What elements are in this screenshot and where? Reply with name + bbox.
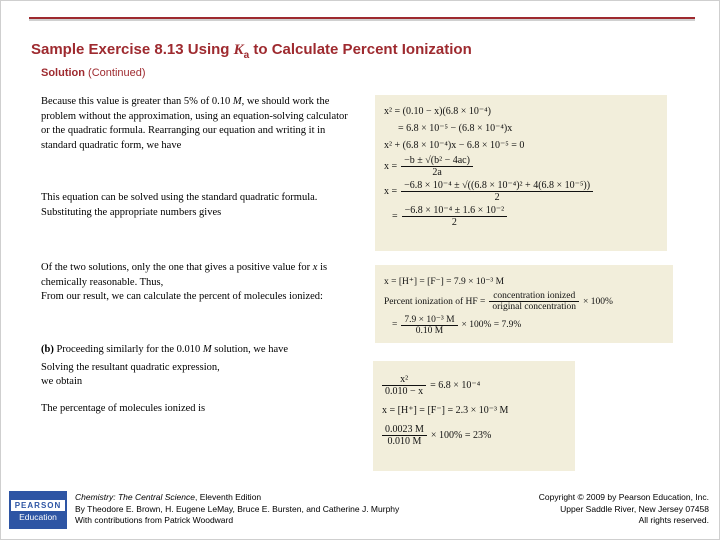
fraction-numerator: −6.8 × 10⁻⁴ ± 1.6 × 10⁻² [402, 205, 507, 217]
equation-line [384, 104, 658, 119]
book-credits [75, 492, 399, 527]
equation-box-part-b [373, 361, 575, 471]
fraction [401, 180, 593, 203]
equation-box-quadratic [375, 95, 667, 251]
equation-line [392, 314, 664, 336]
equation-lhs: x = [384, 186, 398, 197]
page-title [31, 41, 472, 61]
text-run: solution, we have [211, 344, 289, 355]
molarity-symbol: M [232, 96, 242, 107]
equation-line [384, 180, 658, 203]
equation-box-percent-ionization [375, 265, 673, 343]
text-line: Substituting the appropriate numbers gives [41, 206, 222, 218]
text-line: From our result, we can calculate the percent of molecules ionized: [41, 291, 323, 302]
fraction-numerator: 0.0023 M [382, 424, 427, 436]
text-run: Because this value is greater than 5% of 0.10 [41, 96, 233, 107]
pearson-logo-brand: PEARSON [11, 500, 65, 511]
title-text-lead: Sample Exercise 8.13 Using [31, 41, 234, 58]
equation-rhs: = 6.8 × 10⁻⁴ [430, 380, 481, 391]
paragraph-quadratic-formula [41, 191, 349, 220]
equation-lhs: = [392, 320, 398, 330]
equation-line [384, 155, 658, 178]
equation-line [382, 424, 566, 447]
text-run: is chemically reasonable. Thus, [41, 262, 328, 288]
paragraph-quadratic-setup [41, 95, 349, 153]
equation-line [382, 403, 566, 418]
x-variable: x [312, 262, 318, 273]
fraction-denominator: original concentration [492, 302, 577, 312]
paragraph-solutions [41, 261, 349, 305]
equation-text: x = [H⁺] = [F⁻] = 2.3 × 10⁻³ M [382, 405, 509, 416]
solution-label: Solution [41, 67, 85, 79]
fraction [401, 155, 473, 178]
fraction-denominator: 0.010 M [387, 436, 422, 447]
equation-rhs: × 100% [583, 296, 613, 307]
fraction [382, 374, 426, 397]
title-ka-subscript: a [243, 50, 250, 61]
text-line: The percentage of molecules ionized is [41, 402, 206, 414]
text-line: we obtain [41, 376, 83, 387]
pearson-logo-division: Education [19, 511, 57, 522]
equation-line [384, 291, 664, 312]
equation-line [382, 374, 566, 397]
fraction [401, 314, 457, 336]
equation-lhs: x = [384, 161, 398, 172]
fraction-denominator: 2 [494, 192, 500, 203]
book-edition: , Eleventh Edition [195, 492, 262, 502]
equation-rhs: × 100% = 23% [430, 430, 492, 441]
fraction-denominator: 2 [451, 217, 457, 228]
equation-lhs: = [392, 211, 398, 222]
fraction-numerator: −b ± √(b² − 4ac) [401, 155, 473, 167]
fraction-denominator: 0.10 M [415, 326, 444, 336]
text-line: This equation can be solved using the standard quadratic formula. [41, 192, 318, 203]
paragraph-part-b [41, 343, 349, 416]
copyright-line: Upper Saddle River, New Jersey 07458 [560, 503, 709, 514]
equation-text: = 6.8 × 10⁻⁵ − (6.8 × 10⁻⁴)x [398, 123, 513, 134]
fraction-numerator: x² [382, 374, 426, 386]
fraction-denominator: 0.010 − x [385, 386, 424, 397]
credits-line-authors: By Theodore E. Brown, H. Eugene LeMay, Bruce E. Bursten, and Catherine J. Murphy [75, 503, 400, 514]
copyright-line: Copyright © 2009 by Pearson Education, Inc. [538, 492, 709, 502]
equation-lhs: Percent ionization of HF = [384, 296, 486, 307]
equation-text: x = [H⁺] = [F⁻] = 7.9 × 10⁻³ M [384, 277, 505, 287]
copyright-notice [539, 492, 709, 527]
equation-line [392, 205, 658, 228]
text-run: Of the two solutions, only the one that gives a positive value for [41, 262, 313, 273]
text-line: Solving the resultant quadratic expression, [41, 361, 220, 373]
fraction [402, 205, 507, 228]
text-run: Proceeding similarly for the 0.010 [53, 344, 203, 355]
title-ka-variable: K [233, 42, 244, 58]
equation-text: x² + (6.8 × 10⁻⁴)x − 6.8 × 10⁻⁵ = 0 [384, 140, 525, 151]
credits-line-contributors: With contributions from Patrick Woodward [75, 515, 234, 525]
fraction [382, 424, 427, 447]
title-divider [29, 17, 695, 19]
fraction-numerator: −6.8 × 10⁻⁴ ± √((6.8 × 10⁻⁴)² + 4(6.8 × 10⁻⁵)) [401, 180, 593, 192]
equation-line [384, 138, 658, 153]
pearson-logo [9, 491, 67, 529]
book-title: Chemistry: The Central Science [75, 492, 195, 502]
title-text-rest: to Calculate Percent Ionization [249, 41, 472, 58]
equation-line [384, 274, 664, 289]
equation-line [398, 121, 658, 136]
equation-text: x² = (0.10 − x)(6.8 × 10⁻⁴) [384, 106, 492, 117]
solution-continued: (Continued) [85, 67, 146, 79]
fraction-numerator: concentration ionized [489, 291, 579, 302]
part-b-label: (b) [41, 344, 54, 355]
fraction [489, 291, 579, 312]
molarity-symbol: M [202, 344, 212, 355]
solution-heading [41, 67, 146, 79]
credits-line-title [75, 492, 399, 504]
text-run: , we should work the problem without the approximation, using an equation-solving calculator or the quadratic formula. Rearranging our equation and writing it in standard quadratic form, we have [41, 96, 348, 151]
fraction-denominator: 2a [432, 167, 442, 178]
fraction-numerator: 7.9 × 10⁻³ M [401, 314, 457, 326]
equation-rhs: × 100% = 7.9% [461, 320, 522, 330]
copyright-line: All rights reserved. [638, 515, 709, 525]
